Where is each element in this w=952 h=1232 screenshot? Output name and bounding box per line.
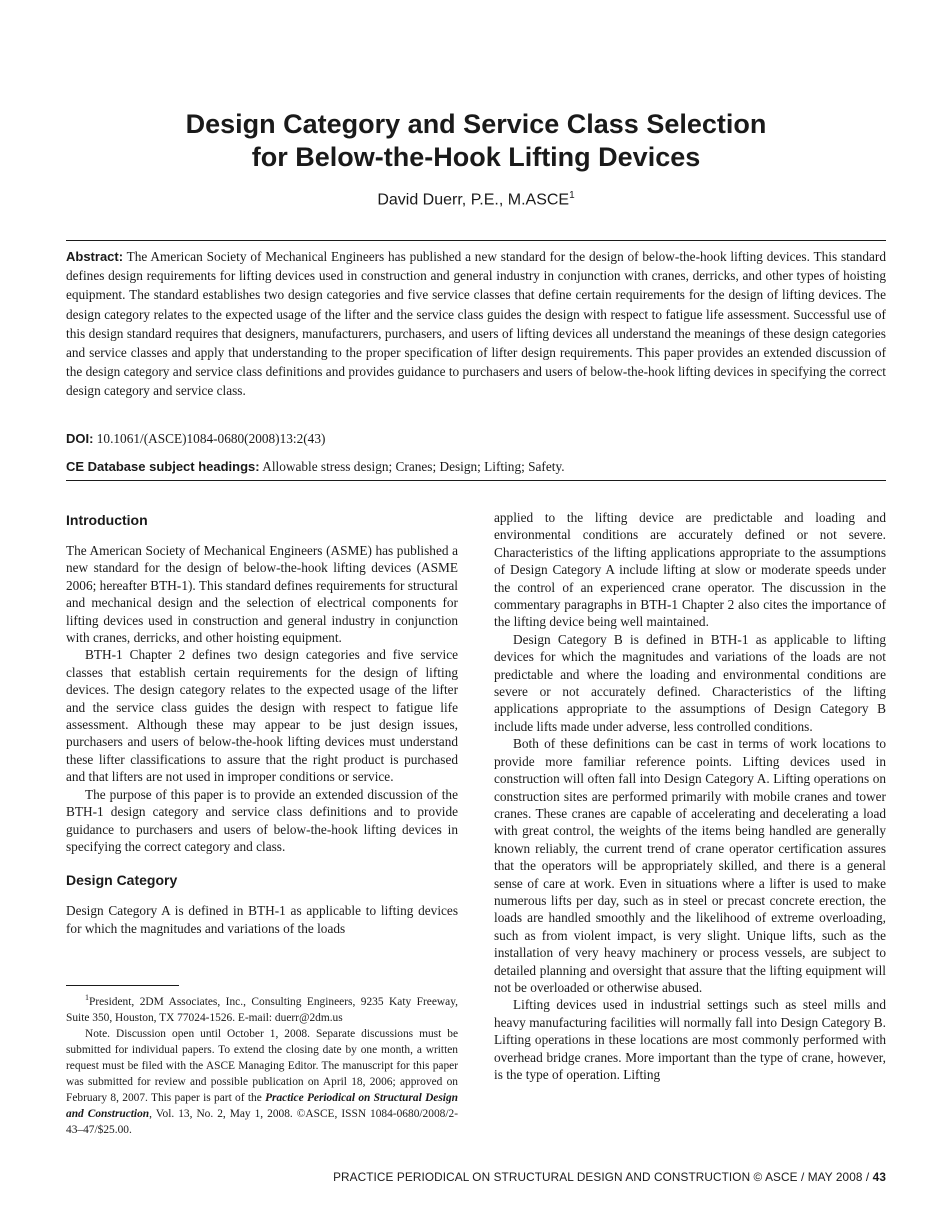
right-paragraph-3: Both of these definitions can be cast in terms of work locations to provide more familiar reference points. Lifting devices used in construction will often fall into Design Category A. Lifting operations on construction sites are performed primarily with mobile cranes and tower cranes. These cranes are capable of accelerating and decelerating a load with great control, the weights of the items being handled are generally known reliably, the current trend of crane operator certification assures that the operators will be appropriately skilled, and there is a general sense of care at work. Even in situations where a lifter is used to make numerous lifts per day, such as in steel or precast concrete erection, the loads are handled smoothly and the likelihood of extreme overloading, such as from violent impact, is very slight. Unique lifts, such as the installation of very heavy machinery or process vessels, are subject to detailed planning and oversight that assure that the lifting equipment will not be overloaded or otherwise abused. <box>494 736 886 995</box>
section-heading-introduction: Introduction <box>66 512 148 528</box>
abstract-bottom-rule <box>66 480 886 481</box>
design-paragraph-1: Design Category A is defined in BTH-1 as applicable to lifting devices for which the magnitudes and variations of the loads <box>66 903 458 936</box>
title-line-2: for Below-the-Hook Lifting Devices <box>251 142 701 172</box>
left-column <box>66 509 458 937</box>
author-line <box>0 190 952 209</box>
abstract-label: Abstract: <box>66 249 124 264</box>
footnote-1 <box>66 990 458 1026</box>
intro-paragraph-2: BTH-1 Chapter 2 defines two design categories and five service classes that establish certain requirements for the design of lifting devices. The design category relates to the expected usage of the lifter and the service class guides the design with respect to fatigue life assessment. Although these may appear to be just design issues, purchasers and users of below-the-hook lifting devices must understand these lifter classifications to assure that the right product is purchased and that lifters are not used in improper conditions or service. <box>66 647 458 785</box>
page-footer <box>333 1170 886 1184</box>
intro-paragraph-3: The purpose of this paper is to provide an extended discussion of the BTH-1 design category and service class definitions and to provide guidance to purchasers and users of below-the-hook lifting devices in specifying the correct category and class. <box>66 786 458 854</box>
top-rule <box>66 240 886 241</box>
right-paragraph-1: applied to the lifting device are predictable and loading and environmental conditions are accurately defined or not severe. Characteristics of the lifting applications appropriate to the assumptions of Design Category A include lifting at slow or moderate speeds under the control of an experienced crane operator. The discussion in the commentary paragraphs in BTH-1 Chapter 2 also cites the importance of the lifting device being well maintained. <box>494 510 886 630</box>
subject-headings-line <box>66 457 886 476</box>
section-heading-design-category: Design Category <box>66 872 178 889</box>
footer-journal-text: PRACTICE PERIODICAL ON STRUCTURAL DESIGN AND CONSTRUCTION © ASCE / MAY 2008 / <box>333 1170 873 1184</box>
title-line-1: Design Category and Service Class Selection <box>185 109 767 139</box>
author-footnote-mark: 1 <box>569 190 575 201</box>
journal-name: Practice Periodical on Structural Design and Construction <box>66 1091 458 1120</box>
subject-headings-value: Allowable stress design; Cranes; Design; Lifting; Safety. <box>262 459 565 474</box>
abstract-text: The American Society of Mechanical Engineers has published a new standard for the design of below-the-hook lifting devices. This standard defines design requirements for lifting devices used in construction and general industry in conjunction with cranes, derricks, and other types of hoisting equipment. The standard establishes two design categories and five service classes that define certain requirements for the design of lifting devices. The design category relates to the expected usage of the lifter and the service class guides the design with respect to fatigue life assessment. Successful use of this design standard requires that designers, manufacturers, purchasers, and users of lifting devices all understand the meanings of these design categories and service classes and apply that understanding to the proper specification of lifter design requirements. This paper provides an extended discussion of the design category and service class definitions and provides guidance to purchasers and users of below-the-hook lifting devices in specifying the correct design category and service class. <box>66 249 886 399</box>
footnote-1-mark: 1 <box>85 993 89 1002</box>
footnotes <box>66 990 458 1138</box>
discussion-note <box>66 1026 458 1138</box>
intro-paragraph-1: The American Society of Mechanical Engineers (ASME) has published a new standard for the design of below-the-hook lifting devices (ASME 2006; hereafter BTH-1). This standard defines requirements for structural and mechanical design and the selection of electrical components for lifting devices used in construction and general industry in conjunction with cranes, derricks, and other hoisting equipment. <box>66 543 458 646</box>
abstract <box>66 247 886 401</box>
subject-headings-label: CE Database subject headings: <box>66 459 260 474</box>
doi-value[interactable]: 10.1061/(ASCE)1084-0680(2008)13:2(43) <box>96 431 326 446</box>
footnote-rule <box>66 985 179 986</box>
author-name: David Duerr, P.E., M.ASCE <box>377 191 570 209</box>
note-text-post: , Vol. 13, No. 2, May 1, 2008. ©ASCE, ISSN 1084-0680/2008/2-43–47/$25.00. <box>66 1107 458 1136</box>
right-column <box>494 509 886 1083</box>
right-paragraph-4: Lifting devices used in industrial settings such as steel mills and heavy manufacturing facilities will normally fall into Design Category B. Lifting operations in these locations are most commonly performed with overhead bridge cranes. More important than the type of crane, however, is the type of operation. Lifting <box>494 997 886 1082</box>
note-text-pre: Note. Discussion open until October 1, 2008. Separate discussions must be submitted for individual papers. To extend the closing date by one month, a written request must be filed with the ASCE Managing Editor. The manuscript for this paper was submitted for review and possible publication on April 18, 2006; approved on February 8, 2007. This paper is part of the <box>66 1027 458 1104</box>
right-paragraph-2: Design Category B is defined in BTH-1 as applicable to lifting devices for which the magnitudes and variations of the loads are not predictable and where the loading and environmental conditions are severe or not accurately defined. Characteristics of the lifting applications appropriate to the assumptions of Design Category B include lifts made under adverse, less controlled conditions. <box>494 631 886 734</box>
paper-title <box>0 108 952 174</box>
footnote-1-text: President, 2DM Associates, Inc., Consulting Engineers, 9235 Katy Freeway, Suite 350, Houston, TX 77024-1526. E-mail: duerr@2dm.us <box>66 995 458 1024</box>
doi-label: DOI: <box>66 431 94 446</box>
doi-line <box>66 429 886 448</box>
page-number: 43 <box>872 1170 886 1184</box>
